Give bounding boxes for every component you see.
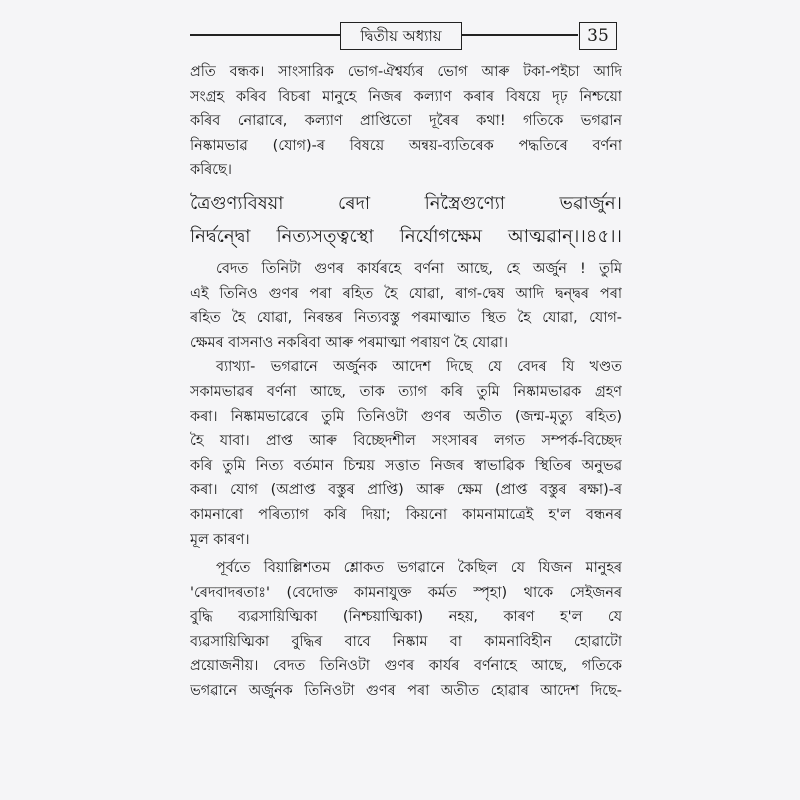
text-line: প্রয়োজনীয়। বেদত তিনিওটা গুণৰ কাৰ্যৰ বৰ্ণনাহে আছে, গতিকে <box>190 658 622 675</box>
text-line: কৰিব নোৱাৰে, কল্যাণ প্রাপ্তিতো দূৰৈৰ কথা! গতিকে ভগৱান <box>190 113 622 130</box>
text-line: কৰিছে। <box>190 162 232 179</box>
text-line: ভগৱানে অৰ্জুনক তিনিওটা গুণৰ পৰা অতীত হোৱাৰ আদেশ দিছে- <box>190 683 622 700</box>
text-line: কামনাৰো পৰিত্যাগ কৰি দিয়া; কিয়নো কামনামাত্ৰেই হ'ল বন্ধনৰ <box>190 506 622 523</box>
page-body <box>190 60 622 704</box>
page-number: 35 <box>579 22 617 50</box>
text-line: পূৰ্বতে বিয়াল্লিশতম শ্লোকত ভগৱানে কৈছিল যে যিজন মানুহৰ <box>216 560 622 577</box>
chapter-title: দ্বিতীয় অধ্যায় <box>340 22 462 50</box>
text-line: সকামভাৱৰ বৰ্ণনা আছে, তাক ত্যাগ কৰি তুমি নিষ্কামভাৱক গ্ৰহণ <box>190 383 622 400</box>
text-line: কৰি তুমি নিত্য বৰ্তমান চিন্ময় সত্তাত নিজৰ স্বাভাৱিক স্থিতিৰ অনুভৱ <box>190 457 622 474</box>
text-line: ৰহিত হৈ যোৱা, নিৰন্তৰ নিত্যবস্তু পৰমাত্মাত স্থিত হৈ যোৱা, যোগ- <box>190 310 622 327</box>
text-line: হৈ যাবা। প্রাপ্ত আৰু বিচ্ছেদশীল সংসাৰৰ লগত সম্পৰ্ক-বিচ্ছেদ <box>190 433 622 450</box>
text-line: কৰা। নিষ্কামভাৱেৰে তুমি তিনিওটা গুণৰ অতীত (জন্ম-মৃত্যু ৰহিত) <box>190 408 622 425</box>
verse-line: নির্দ্বন্দ্বো নিত্যসত্ত্বস্থো নির্যোগক্ষেম আত্মৱান্‌।।৪৫।। <box>190 225 622 247</box>
text-line: 'ৰেদবাদৰতাঃ' (বেদোক্ত কামনাযুক্ত কৰ্মত স্পৃহা) থাকে সেইজনৰ <box>190 584 622 601</box>
text-line: নিষ্কামভাৱ (যোগ)-ৰ বিষয়ে অন্বয়-ব্যতিৰেক পদ্ধতিৰে বৰ্ণনা <box>190 137 622 154</box>
text-line: বেদত তিনিটা গুণৰ কাৰ্যৰহে বৰ্ণনা আছে, হে অৰ্জুন ! তুমি <box>216 260 622 277</box>
text-line: মূল কাৰণ। <box>190 531 250 548</box>
verse-line: ত্রৈগুণ্যবিষয়া ৰেদা নিস্ত্রৈগুণ্যো ভৱার্জুন। <box>190 192 622 214</box>
text-line: এই তিনিও গুণৰ পৰা ৰহিত হৈ যোৱা, ৰাগ-দ্বেষ আদি দ্বন্দ্বৰ পৰা <box>190 285 622 302</box>
text-line: বুদ্ধি ব্যৱসায়িত্মিকা (নিশ্চয়াত্মিকা) নহয়, কাৰণ হ'ল যে <box>190 609 622 626</box>
text-line: ক্ষেমৰ বাসনাও নকৰিবা আৰু পৰমাত্মা পৰায়ণ হৈ যোৱা। <box>190 334 509 351</box>
text-line: প্রতি বন্ধক। সাংসারিক ভোগ-ঐশ্বর্য্যৰ ভোগ আৰু টকা-পইচা আদি <box>190 64 622 80</box>
text-line: সংগ্রহ কৰিব বিচৰা মানুহে নিজৰ কল্যাণ কৰাৰ বিষয়ে দৃঢ় নিশ্চয়ো <box>190 88 622 105</box>
text-line: কৰা। যোগ (অপ্রাপ্ত বস্তুৰ প্রাপ্তি) আৰু ক্ষেম (প্রাপ্ত বস্তুৰ ৰক্ষা)-ৰ <box>190 482 622 499</box>
text-line: ব্যাখ্যা- ভগৱানে অৰ্জুনক আদেশ দিছে যে বেদৰ যি খণ্ডত <box>216 359 622 376</box>
text-line: ব্যৱসায়িত্মিকা বুদ্ধিৰ বাবে নিষ্কাম বা কামনাবিহীন হোৱাটো <box>190 633 622 650</box>
